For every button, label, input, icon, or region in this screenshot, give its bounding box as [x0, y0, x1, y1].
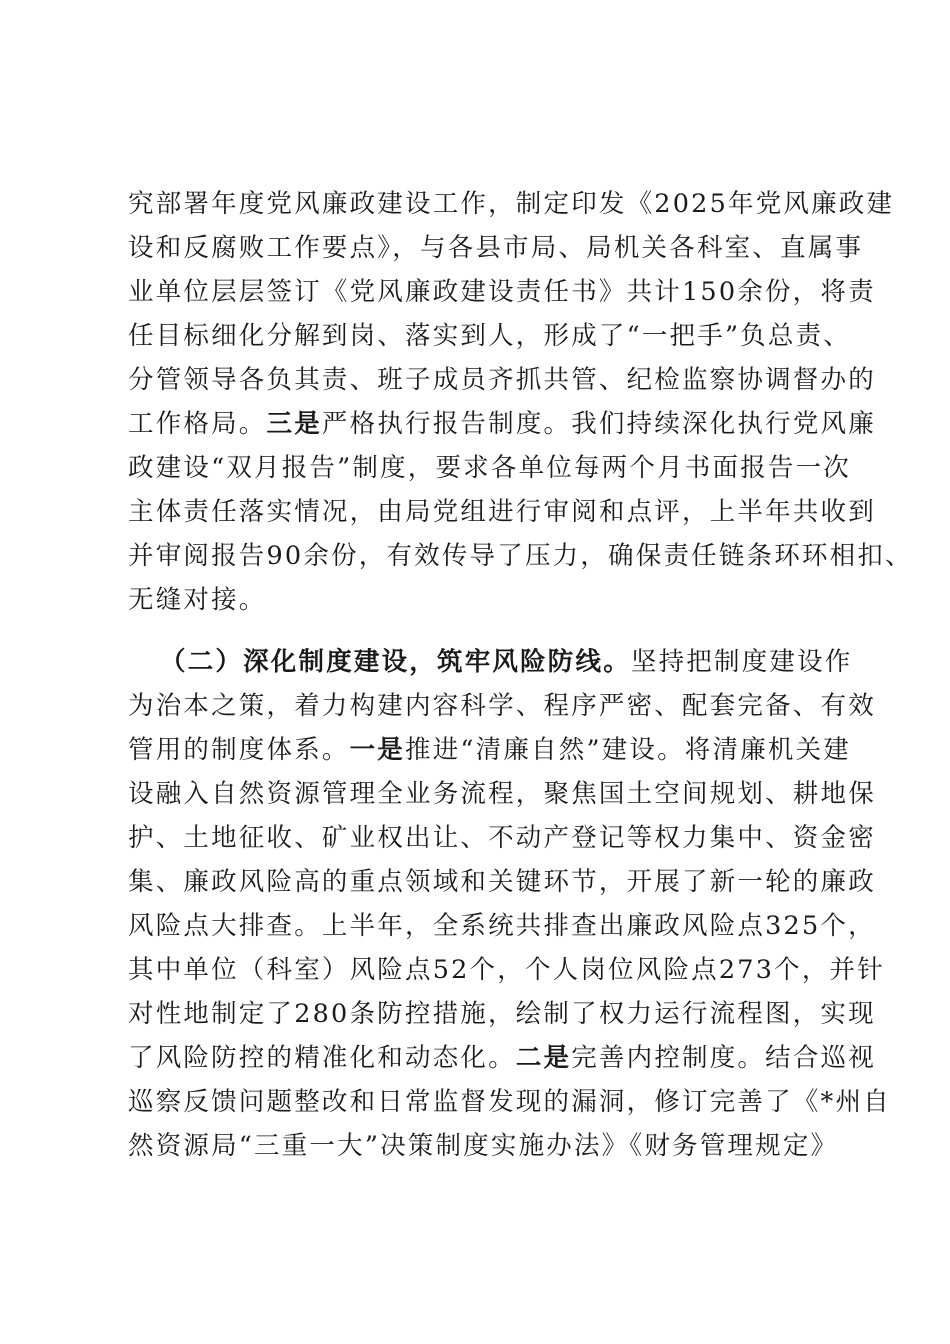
paragraph-line: 主体责任落实情况，由局党组进行审阅和点评，上半年共收到 — [128, 497, 876, 527]
paragraph-text: 工作格局。 — [128, 409, 267, 439]
paragraph-line: 护、土地征收、矿业权出让、不动产登记等权力集中、资金密 — [128, 823, 876, 853]
item-marker-3: 三是 — [266, 409, 322, 439]
paragraph-text: 推进“清廉自然”建设。将清廉机关建 — [405, 735, 851, 765]
paragraph-line: 任目标细化分解到岗、落实到人，形成了“一把手”负总责、 — [128, 321, 851, 351]
paragraph-line: 设和反腐败工作要点》，与各县市局、局机关各科室、直属事 — [128, 233, 864, 263]
paragraph-text: 坚持把制度建设作 — [630, 647, 853, 677]
paragraph-line: 风险点大排查。上半年，全系统共排查出廉政风险点325个， — [128, 911, 876, 941]
paragraph-line: 设融入自然资源管理全业务流程，聚焦国土空间规划、耕地保 — [128, 779, 876, 809]
paragraph-line: 政建设“双月报告”制度，要求各单位每两个月书面报告一次 — [128, 453, 851, 483]
paragraph-text: 了风险防控的精准化和动态化。 — [128, 1043, 516, 1073]
section-heading: （二）深化制度建设，筑牢风险防线。 — [160, 647, 631, 677]
paragraph-line: 并审阅报告90余份，有效传导了压力，确保责任链条环环相扣、 — [128, 541, 913, 571]
paragraph-line — [128, 728, 851, 772]
paragraph-line: 分管领导各负其责、班子成员齐抓共管、纪检监察协调督办的 — [128, 365, 876, 395]
paragraph-text: 严格执行报告制度。我们持续深化执行党风廉 — [321, 409, 876, 439]
paragraph-line: 巡察反馈问题整改和日常监督发现的漏洞，修订完善了《*州自 — [128, 1087, 891, 1117]
paragraph-line — [160, 640, 853, 684]
paragraph-line — [128, 1036, 876, 1080]
item-marker-2: 二是 — [515, 1043, 572, 1073]
paragraph-line: 集、廉政风险高的重点领域和关键环节，开展了新一轮的廉政 — [128, 867, 876, 897]
item-marker-1: 一是 — [349, 735, 406, 765]
paragraph-line: 其中单位（科室）风险点52个，个人岗位风险点273个，并针 — [128, 955, 885, 985]
paragraph-text: 管用的制度体系。 — [128, 735, 350, 765]
paragraph-line: 对性地制定了280条防控措施，绘制了权力运行流程图，实现 — [128, 999, 876, 1029]
paragraph-line: 究部署年度党风廉政建设工作，制定印发《2025年党风廉政建 — [128, 189, 895, 219]
paragraph-text: 完善内控制度。结合巡视 — [571, 1043, 876, 1073]
paragraph-line: 然资源局“三重一大”决策制度实施办法》《财务管理规定》 — [128, 1131, 839, 1161]
paragraph-line: 业单位层层签订《党风廉政建设责任书》共计150余份，将责 — [128, 277, 876, 307]
paragraph-line: 为治本之策，着力构建内容科学、程序严密、配套完备、有效 — [128, 691, 876, 721]
paragraph-line — [128, 402, 876, 446]
paragraph-line: 无缝对接。 — [128, 585, 267, 615]
